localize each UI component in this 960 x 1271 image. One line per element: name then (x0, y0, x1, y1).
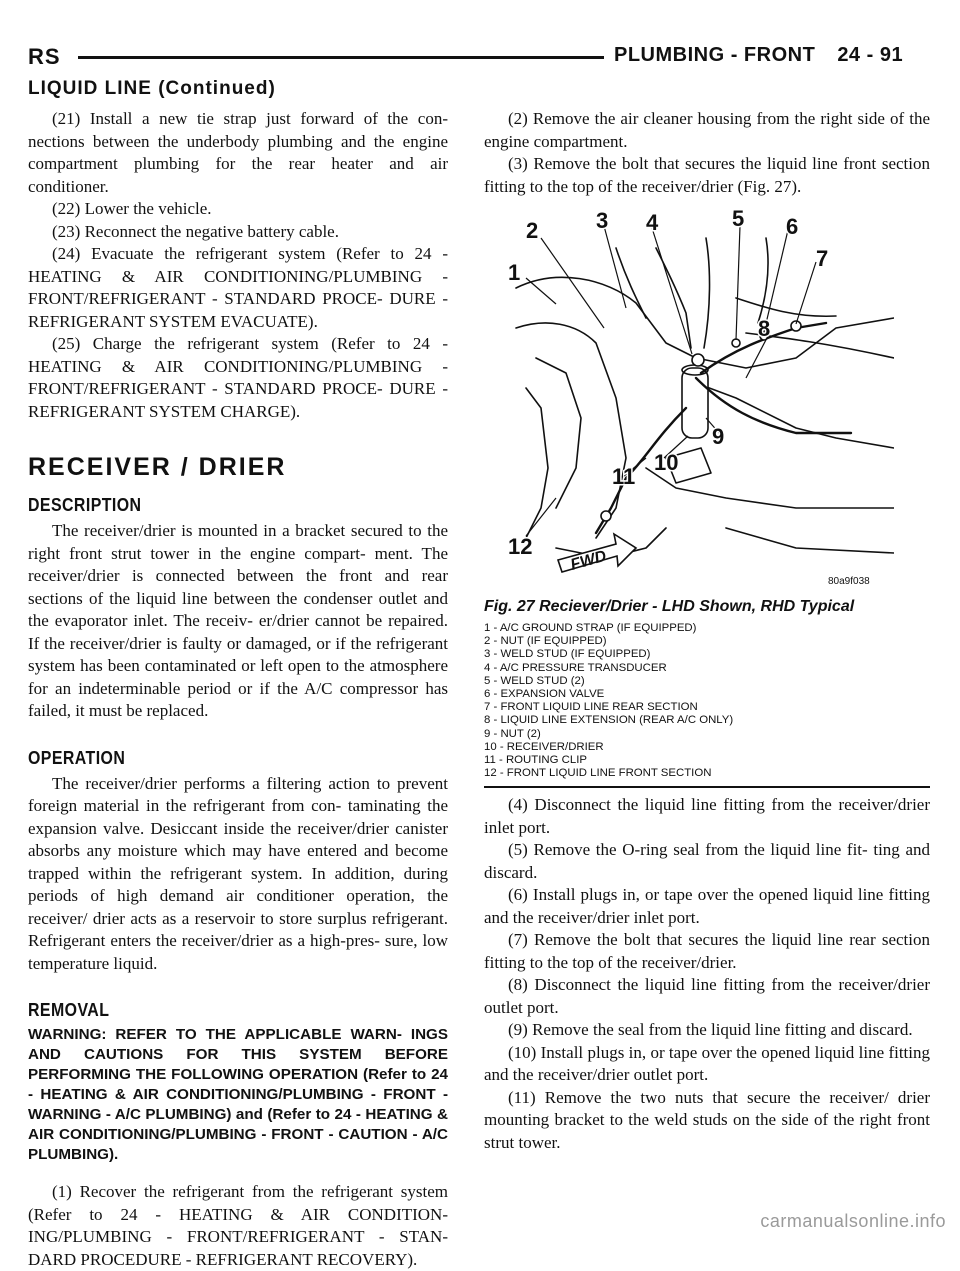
step-paragraph: (25) Charge the refrigerant system (Refer to 24 - HEATING & AIR CONDITIONING/PLUMBING - FRONT/REFRIGERANT - STANDARD PROCE- DURE - REFRIGERANT SYSTEM CHARGE). (28, 334, 448, 421)
legend-item: 5 - WELD STUD (2) (484, 674, 585, 687)
description-heading: DESCRIPTION (28, 494, 142, 515)
step-paragraph: (9) Remove the seal from the liquid line fitting and discard. (508, 1020, 913, 1040)
figure-legend (484, 622, 930, 788)
continued-heading: LIQUID LINE (Continued) (28, 78, 276, 99)
legend-item: 12 - FRONT LIQUID LINE FRONT SECTION (484, 767, 712, 780)
step-paragraph: (4) Disconnect the liquid line fitting from the receiver/drier inlet port. (484, 795, 930, 837)
watermark: carmanualsonline.info (760, 1211, 946, 1231)
callout-6: 6 (786, 214, 799, 239)
callout-4: 4 (646, 210, 659, 235)
legend-item: 7 - FRONT LIQUID LINE REAR SECTION (484, 701, 698, 714)
engine-compartment-illustration (496, 208, 894, 592)
legend-item: 8 - LIQUID LINE EXTENSION (REAR A/C ONLY) (484, 714, 734, 727)
callout-10: 10 (654, 450, 679, 475)
step-paragraph: (8) Disconnect the liquid line fitting from the receiver/drier outlet port. (484, 975, 930, 1017)
operation-heading: OPERATION (28, 746, 126, 768)
section-title: RECEIVER / DRIER (28, 453, 287, 481)
callout-11: 11 (612, 464, 636, 489)
legend-item: 10 - RECEIVER/DRIER (484, 740, 604, 753)
callout-5: 5 (732, 208, 745, 231)
fwd-arrow (558, 534, 636, 574)
step-paragraph: (11) Remove the two nuts that secure the receiver/ drier mounting bracket to the weld studs on the side of the right front strut tower. (484, 1087, 930, 1152)
legend-item: 9 - NUT (2) (484, 727, 541, 740)
right-column (484, 108, 930, 1154)
legend-item: 6 - EXPANSION VALVE (484, 688, 605, 701)
operation-text: The receiver/drier performs a filtering action to prevent foreign material in the refrigerant from con- taminating the expansion valve. Desiccant inside the receiver/drier canister absorbs any moisture which may have entered and become trapped within the refrigerant system. In addition, during periods of high demand air conditioner operation, the receiver/ drier acts as a reservoir to store surplus refrigerant. Refrigerant enters the receiver/drier as a high-pres- sure, low temperature liquid. (28, 773, 448, 973)
legend-item: 3 - WELD STUD (IF EQUIPPED) (484, 648, 651, 661)
callout-3: 3 (596, 208, 609, 233)
step-paragraph: (7) Remove the bolt that secures the liquid line rear section fitting to the top of the receiver/drier. (484, 930, 930, 972)
description-text: The receiver/drier is mounted in a bracket secured to the right front strut tower in the engine compart- ment. The receiver/drier is connected between the front and rear sections of the liquid line between the condenser outlet and the evaporator inlet. The receiv- er/drier cannot be repaired. If the receiver/drier is faulty or damaged, or if the refrigerant system has been contaminated or left open to the atmosphere for an indeterminable period or if the A/C compressor has failed, it must be replaced. (28, 521, 448, 720)
warning-text: WARNING: REFER TO THE APPLICABLE WARN- INGS AND CAUTIONS FOR THIS SYSTEM BEFORE PERFORMING THE FOLLOWING OPERATION (Refer to 24 - HEATING & AIR CONDITIONING/PLUMBING - FRONT - WARNING - A/C PLUMBING) and (Refer to 24 - HEATING & AIR CONDITIONING/PLUMBING - FRONT - CAUTION - A/C PLUMBING). (28, 1026, 448, 1163)
figure-receiver-drier (496, 208, 894, 592)
callout-1: 1 (508, 260, 521, 285)
figure-code: 80a9f038 (828, 576, 870, 587)
callout-2: 2 (526, 218, 539, 243)
step-paragraph: (23) Reconnect the negative battery cable. (52, 221, 339, 241)
step-paragraph: (2) Remove the air cleaner housing from the right side of the engine compartment. (484, 109, 930, 151)
callout-9: 9 (712, 424, 725, 449)
page-number: 24 - 91 (837, 44, 904, 66)
step-paragraph: (1) Recover the refrigerant from the refrigerant system (Refer to 24 - HEATING & AIR CONDITION- ING/PLUMBING - FRONT/REFRIGERANT - STAN- DARD PROCEDURE - REFRIGERANT RECOVERY). (28, 1182, 448, 1269)
header-rule (78, 56, 604, 59)
step-paragraph: (5) Remove the O-ring seal from the liquid line fit- ting and discard. (484, 840, 930, 882)
legend-item: 1 - A/C GROUND STRAP (IF EQUIPPED) (484, 622, 697, 634)
step-paragraph: (6) Install plugs in, or tape over the opened liquid line fitting and the receiver/drier inlet port. (484, 885, 930, 927)
fwd-label: FWD (568, 547, 609, 575)
left-column (28, 108, 448, 1271)
step-paragraph: (10) Install plugs in, or tape over the opened liquid line fitting and the receiver/drier outlet port. (484, 1042, 930, 1085)
step-paragraph: (3) Remove the bolt that secures the liquid line front section fitting to the top of the receiver/drier (Fig. 27). (484, 154, 930, 196)
header-title-block (614, 44, 932, 67)
header-section-code: RS (28, 44, 61, 69)
callout-8: 8 (758, 316, 771, 341)
removal-heading: REMOVAL (28, 999, 110, 1020)
step-paragraph: (22) Lower the vehicle. (52, 199, 212, 218)
figure-caption: Fig. 27 Reciever/Drier - LHD Shown, RHD Typical (484, 598, 855, 615)
legend-item: 11 - ROUTING CLIP (484, 754, 587, 767)
step-paragraph: (24) Evacuate the refrigerant system (Refer to 24 - HEATING & AIR CONDITIONING/PLUMBING - FRONT/REFRIGERANT - STANDARD PROCE- DURE - REFRIGERANT SYSTEM EVACUATE). (28, 244, 448, 331)
step-paragraph: (21) Install a new tie strap just forward of the con- nections between the underbody plumbing and the engine compartment plumbing for the rear heater and air conditioner. (28, 109, 448, 196)
legend-item: 4 - A/C PRESSURE TRANSDUCER (484, 661, 667, 674)
callout-7: 7 (816, 246, 829, 271)
header-title: PLUMBING - FRONT (614, 44, 816, 66)
legend-item: 2 - NUT (IF EQUIPPED) (484, 635, 607, 648)
callout-12: 12 (508, 534, 533, 559)
